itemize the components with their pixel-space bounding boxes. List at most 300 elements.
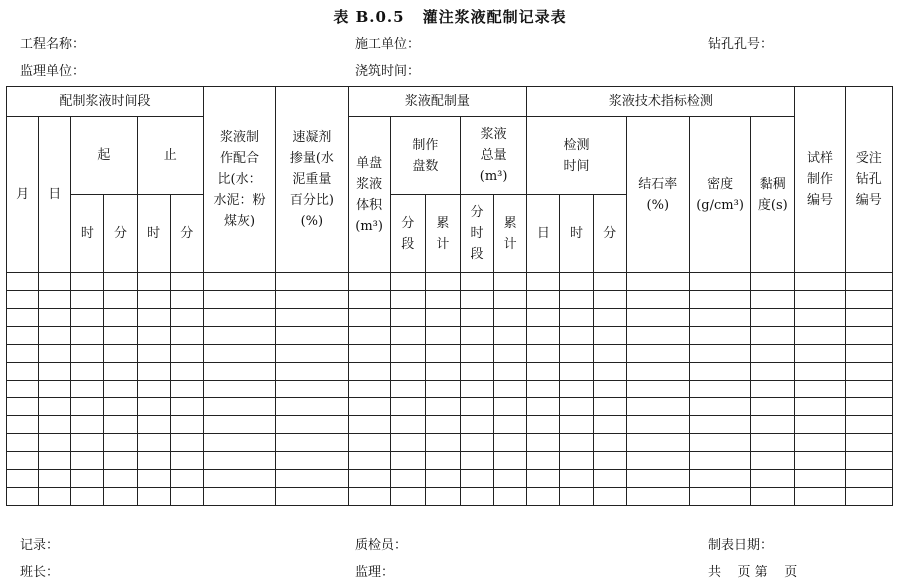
table-cell — [626, 344, 689, 362]
table-cell — [527, 344, 560, 362]
table-cell — [39, 416, 71, 434]
table-cell — [460, 290, 493, 308]
table-cell — [348, 398, 390, 416]
table-cell — [795, 416, 845, 434]
table-cell — [494, 308, 527, 326]
table-cell — [593, 308, 626, 326]
table-cell — [425, 362, 460, 380]
table-cell — [104, 452, 137, 470]
table-cell — [689, 273, 750, 291]
table-cell — [137, 362, 170, 380]
table-cell — [7, 362, 39, 380]
table-cell — [39, 452, 71, 470]
table-row — [7, 344, 893, 362]
table-cell — [425, 416, 460, 434]
table-cell — [527, 308, 560, 326]
table-cell — [845, 290, 892, 308]
table-row — [7, 380, 893, 398]
table-cell — [137, 326, 170, 344]
table-cell — [626, 470, 689, 488]
table-cell — [494, 398, 527, 416]
project-name-field: 工程名称： — [20, 37, 86, 52]
table-row — [7, 452, 893, 470]
table-cell — [751, 273, 795, 291]
grouted-hole-no-header: 受注 钻孔 编号 — [845, 87, 892, 273]
table-cell — [527, 416, 560, 434]
table-cell — [390, 273, 425, 291]
table-cell — [593, 273, 626, 291]
table-cell — [560, 380, 593, 398]
table-cell — [425, 308, 460, 326]
table-cell — [460, 362, 493, 380]
table-cell — [203, 434, 275, 452]
table-cell — [845, 434, 892, 452]
table-cell — [390, 362, 425, 380]
table-cell — [71, 452, 104, 470]
table-cell — [626, 488, 689, 506]
table-cell — [104, 434, 137, 452]
table-cell — [527, 398, 560, 416]
table-cell — [203, 362, 275, 380]
table-cell — [170, 398, 203, 416]
table-cell — [795, 308, 845, 326]
table-cell — [494, 470, 527, 488]
pour-time-field: 浇筑时间： — [355, 64, 421, 79]
table-cell — [845, 452, 892, 470]
table-cell — [203, 452, 275, 470]
supervision-unit-field: 监理单位： — [20, 64, 86, 79]
table-cell — [137, 452, 170, 470]
table-cell — [7, 326, 39, 344]
table-cell — [276, 434, 348, 452]
table-cell — [39, 326, 71, 344]
table-cell — [170, 308, 203, 326]
batch-count-header: 制作 盘数 — [390, 117, 460, 195]
table-cell — [203, 488, 275, 506]
table-cell — [276, 273, 348, 291]
table-cell — [689, 308, 750, 326]
tech-index-group: 浆液技术指标检测 — [527, 87, 795, 117]
table-cell — [845, 362, 892, 380]
table-cell — [39, 470, 71, 488]
table-cell — [689, 326, 750, 344]
table-cell — [626, 380, 689, 398]
end-minute-header: 分 — [170, 195, 203, 273]
start-header: 起 — [71, 117, 137, 195]
table-cell — [494, 452, 527, 470]
table-cell — [845, 273, 892, 291]
prep-amount-group: 浆液配制量 — [348, 87, 527, 117]
table-cell — [425, 488, 460, 506]
table-cell — [593, 326, 626, 344]
table-cell — [560, 362, 593, 380]
table-cell — [560, 452, 593, 470]
table-cell — [494, 326, 527, 344]
table-cell — [751, 416, 795, 434]
prep-period-group: 配制浆液时间段 — [7, 87, 204, 117]
table-cell — [39, 273, 71, 291]
table-cell — [7, 416, 39, 434]
table-cell — [626, 398, 689, 416]
table-row — [7, 488, 893, 506]
table-cell — [137, 290, 170, 308]
table-cell — [203, 470, 275, 488]
table-cell — [170, 488, 203, 506]
table-cell — [71, 470, 104, 488]
table-cell — [39, 380, 71, 398]
table-cell — [560, 326, 593, 344]
table-cell — [751, 308, 795, 326]
table-cell — [527, 380, 560, 398]
table-cell — [460, 470, 493, 488]
table-cell — [845, 416, 892, 434]
table-cell — [795, 344, 845, 362]
table-cell — [104, 273, 137, 291]
recorder-field: 记录： — [20, 538, 60, 553]
total-amount-header: 浆液 总量 (m³) — [460, 117, 526, 195]
table-cell — [527, 326, 560, 344]
table-cell — [425, 380, 460, 398]
table-cell — [626, 308, 689, 326]
table-cell — [425, 434, 460, 452]
table-cell — [527, 452, 560, 470]
table-cell — [560, 290, 593, 308]
table-cell — [494, 362, 527, 380]
table-cell — [460, 452, 493, 470]
table-cell — [795, 362, 845, 380]
table-row — [7, 470, 893, 488]
table-cell — [689, 344, 750, 362]
table-cell — [425, 326, 460, 344]
table-cell — [7, 273, 39, 291]
test-hour-header: 时 — [560, 195, 593, 273]
test-day-header: 日 — [527, 195, 560, 273]
table-cell — [795, 290, 845, 308]
table-cell — [39, 362, 71, 380]
table-cell — [689, 434, 750, 452]
table-row — [7, 416, 893, 434]
table-cell — [751, 290, 795, 308]
table-cell — [494, 344, 527, 362]
table-cell — [593, 416, 626, 434]
table-cell — [527, 470, 560, 488]
test-minute-header: 分 — [593, 195, 626, 273]
table-cell — [276, 308, 348, 326]
start-hour-header: 时 — [71, 195, 104, 273]
table-cell — [104, 488, 137, 506]
table-cell — [390, 398, 425, 416]
table-cell — [751, 362, 795, 380]
table-cell — [845, 380, 892, 398]
table-cell — [626, 273, 689, 291]
table-cell — [276, 290, 348, 308]
table-cell — [560, 398, 593, 416]
table-cell — [203, 416, 275, 434]
quality-inspector-field: 质检员： — [355, 538, 408, 553]
table-cell — [626, 362, 689, 380]
table-cell — [425, 452, 460, 470]
table-cell — [560, 488, 593, 506]
single-volume-header: 单盘 浆液 体积 (m³) — [348, 117, 390, 273]
month-header: 月 — [7, 117, 39, 273]
table-cell — [137, 416, 170, 434]
table-cell — [170, 290, 203, 308]
table-cell — [494, 290, 527, 308]
table-cell — [527, 290, 560, 308]
table-number: 表 B.0.5 — [333, 8, 405, 26]
table-cell — [751, 380, 795, 398]
table-cell — [276, 344, 348, 362]
end-hour-header: 时 — [137, 195, 170, 273]
table-cell — [390, 344, 425, 362]
table-cell — [795, 470, 845, 488]
table-cell — [39, 488, 71, 506]
table-cell — [170, 452, 203, 470]
table-cell — [170, 470, 203, 488]
table-cell — [71, 273, 104, 291]
table-cell — [71, 488, 104, 506]
table-cell — [593, 344, 626, 362]
table-cell — [689, 470, 750, 488]
table-cell — [560, 434, 593, 452]
table-cell — [751, 434, 795, 452]
table-cell — [560, 273, 593, 291]
table-cell — [460, 416, 493, 434]
table-cell — [104, 290, 137, 308]
table-cell — [751, 398, 795, 416]
table-cell — [104, 470, 137, 488]
table-cell — [7, 380, 39, 398]
table-cell — [626, 452, 689, 470]
table-cell — [170, 416, 203, 434]
table-cell — [203, 308, 275, 326]
mix-ratio-header: 浆液制 作配合 比(水： 水泥：粉 煤灰) — [203, 87, 275, 273]
total-segment-header: 分 时 段 — [460, 195, 493, 273]
table-cell — [626, 290, 689, 308]
table-cell — [460, 488, 493, 506]
table-row — [7, 434, 893, 452]
table-cell — [795, 326, 845, 344]
start-minute-header: 分 — [104, 195, 137, 273]
accelerator-header: 速凝剂 掺量(水 泥重量 百分比) (%) — [276, 87, 348, 273]
table-cell — [527, 273, 560, 291]
table-cell — [71, 344, 104, 362]
table-cell — [348, 273, 390, 291]
table-cell — [845, 326, 892, 344]
table-cell — [7, 488, 39, 506]
table-cell — [71, 416, 104, 434]
table-cell — [689, 380, 750, 398]
total-cumulative-header: 累 计 — [494, 195, 527, 273]
table-cell — [593, 398, 626, 416]
table-cell — [689, 362, 750, 380]
table-cell — [104, 380, 137, 398]
table-cell — [390, 416, 425, 434]
table-cell — [348, 362, 390, 380]
table-cell — [795, 434, 845, 452]
table-cell — [795, 273, 845, 291]
table-cell — [527, 362, 560, 380]
table-cell — [39, 308, 71, 326]
table-cell — [7, 398, 39, 416]
table-cell — [751, 452, 795, 470]
table-cell — [626, 416, 689, 434]
table-cell — [425, 290, 460, 308]
table-cell — [170, 326, 203, 344]
table-cell — [460, 273, 493, 291]
table-cell — [560, 308, 593, 326]
table-cell — [137, 308, 170, 326]
table-cell — [560, 416, 593, 434]
sample-no-header: 试样 制作 编号 — [795, 87, 845, 273]
table-cell — [170, 273, 203, 291]
batch-segment-header: 分 段 — [390, 195, 425, 273]
end-header: 止 — [137, 117, 203, 195]
table-cell — [390, 488, 425, 506]
table-cell — [276, 470, 348, 488]
table-cell — [527, 434, 560, 452]
viscosity-header: 黏稠 度(s) — [751, 117, 795, 273]
table-cell — [276, 326, 348, 344]
table-cell — [348, 470, 390, 488]
table-date-field: 制表日期： — [708, 538, 774, 553]
table-cell — [425, 398, 460, 416]
table-cell — [71, 380, 104, 398]
table-cell — [845, 344, 892, 362]
table-cell — [71, 326, 104, 344]
table-cell — [494, 380, 527, 398]
table-cell — [494, 434, 527, 452]
table-cell — [494, 273, 527, 291]
table-cell — [494, 488, 527, 506]
table-row — [7, 308, 893, 326]
table-cell — [203, 380, 275, 398]
table-cell — [795, 380, 845, 398]
table-cell — [751, 488, 795, 506]
table-cell — [203, 290, 275, 308]
table-cell — [689, 488, 750, 506]
table-cell — [348, 434, 390, 452]
table-cell — [348, 416, 390, 434]
supervisor-field: 监理： — [355, 565, 395, 580]
table-cell — [203, 398, 275, 416]
table-cell — [7, 344, 39, 362]
table-cell — [170, 434, 203, 452]
table-cell — [390, 380, 425, 398]
table-cell — [137, 398, 170, 416]
table-cell — [71, 398, 104, 416]
table-cell — [845, 308, 892, 326]
table-cell — [460, 434, 493, 452]
table-cell — [390, 470, 425, 488]
table-cell — [460, 344, 493, 362]
construction-unit-field: 施工单位： — [355, 37, 421, 52]
table-row — [7, 273, 893, 291]
table-cell — [593, 434, 626, 452]
table-cell — [7, 308, 39, 326]
table-cell — [689, 416, 750, 434]
table-cell — [845, 488, 892, 506]
record-rows — [7, 273, 893, 506]
table-cell — [276, 488, 348, 506]
table-cell — [626, 326, 689, 344]
table-cell — [276, 416, 348, 434]
table-cell — [276, 398, 348, 416]
table-cell — [390, 290, 425, 308]
form-title — [0, 6, 900, 27]
table-cell — [425, 344, 460, 362]
table-cell — [137, 470, 170, 488]
table-cell — [203, 326, 275, 344]
table-name: 灌注浆液配制记录表 — [422, 8, 567, 26]
table-cell — [751, 326, 795, 344]
table-cell — [39, 434, 71, 452]
table-cell — [751, 344, 795, 362]
table-cell — [276, 380, 348, 398]
table-cell — [348, 380, 390, 398]
table-cell — [276, 452, 348, 470]
table-cell — [203, 273, 275, 291]
table-cell — [560, 470, 593, 488]
table-cell — [348, 452, 390, 470]
table-cell — [104, 362, 137, 380]
table-cell — [137, 273, 170, 291]
table-cell — [348, 488, 390, 506]
table-cell — [170, 380, 203, 398]
table-row — [7, 290, 893, 308]
table-cell — [460, 308, 493, 326]
test-time-header: 检测 时间 — [527, 117, 626, 195]
page-count-field: 共 页 第 页 — [708, 565, 798, 580]
table-cell — [390, 326, 425, 344]
table-row — [7, 362, 893, 380]
table-cell — [170, 344, 203, 362]
grout-record-table — [6, 86, 893, 506]
table-cell — [390, 434, 425, 452]
table-cell — [795, 398, 845, 416]
density-header: 密度 (g/cm³) — [689, 117, 750, 273]
table-cell — [425, 470, 460, 488]
table-cell — [795, 488, 845, 506]
table-cell — [626, 434, 689, 452]
table-cell — [170, 362, 203, 380]
table-cell — [593, 488, 626, 506]
table-cell — [593, 452, 626, 470]
table-cell — [390, 452, 425, 470]
table-cell — [276, 362, 348, 380]
borehole-no-field: 钻孔孔号： — [708, 37, 774, 52]
table-cell — [689, 290, 750, 308]
table-cell — [104, 308, 137, 326]
table-cell — [560, 344, 593, 362]
table-cell — [71, 434, 104, 452]
table-cell — [71, 290, 104, 308]
batch-cumulative-header: 累 计 — [425, 195, 460, 273]
table-cell — [7, 434, 39, 452]
team-leader-field: 班长： — [20, 565, 60, 580]
table-cell — [39, 398, 71, 416]
table-cell — [104, 326, 137, 344]
day-header: 日 — [39, 117, 71, 273]
table-cell — [425, 273, 460, 291]
table-cell — [39, 344, 71, 362]
table-cell — [751, 470, 795, 488]
table-cell — [71, 308, 104, 326]
table-cell — [845, 470, 892, 488]
table-cell — [460, 380, 493, 398]
table-cell — [593, 470, 626, 488]
table-cell — [104, 344, 137, 362]
